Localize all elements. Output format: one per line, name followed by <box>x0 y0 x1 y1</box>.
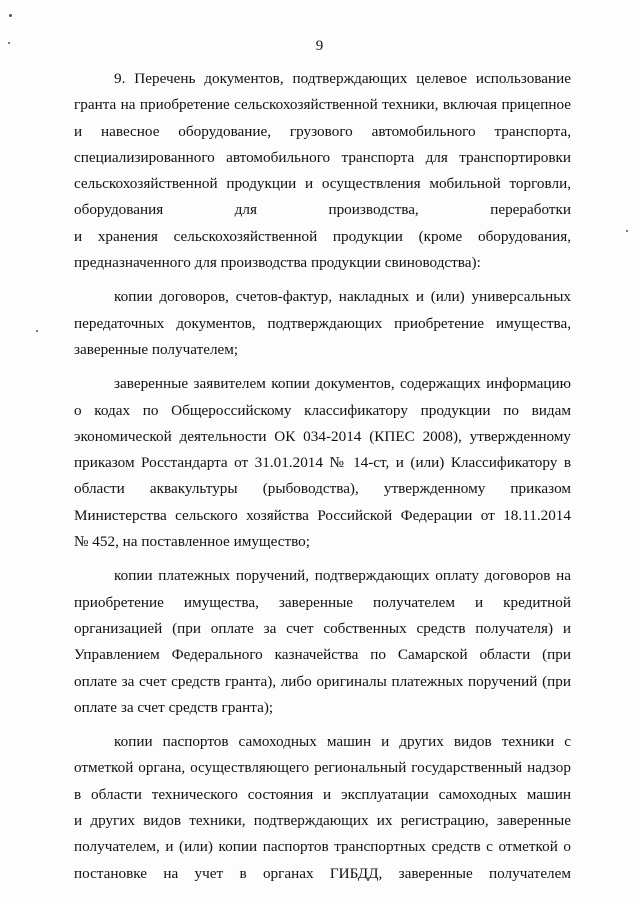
scan-speck <box>36 330 38 332</box>
text-line: предназначенного для производства продукции свиноводства): <box>74 254 481 272</box>
text-line: гранта на приобретение сельскохозяйственной техники, включая прицепное <box>74 96 571 114</box>
text-line: заверенные получателем; <box>74 340 239 358</box>
text-line: оплате за счет средств гранта); <box>74 698 274 716</box>
paragraph <box>74 729 571 887</box>
text-line: области аквакультуры (рыбоводства), утвержденному приказом <box>74 480 571 498</box>
text-line: Управлением Федерального казначейства по Самарской области (при <box>74 646 571 664</box>
text-line: копии платежных поручений, подтверждающих оплату договоров на <box>114 567 571 585</box>
text-line: и хранения сельскохозяйственной продукции (кроме оборудования, <box>74 227 571 245</box>
text-line: отметкой органа, осуществляющего региональный государственный надзор <box>74 759 571 777</box>
scan-speck <box>9 14 12 17</box>
text-line: специализированного автомобильного транспорта для транспортировки <box>74 148 571 166</box>
text-line: оборудования для производства, переработки <box>74 201 571 219</box>
text-line: сельскохозяйственной продукции и осуществления мобильной торговли, <box>74 175 571 193</box>
text-line: организацией (при оплате за счет собственных средств получателя) и <box>74 619 571 637</box>
text-line: в области технического состояния и эксплуатации самоходных машин <box>74 785 571 803</box>
text-line: заверенные заявителем копии документов, содержащих информацию <box>114 375 571 393</box>
text-line: Министерства сельского хозяйства Российской Федерации от 18.11.2014 <box>74 506 571 524</box>
paragraph <box>74 371 571 555</box>
text-line: № 452, на поставленное имущество; <box>74 533 311 551</box>
text-line: оплате за счет средств гранта), либо оригиналы платежных поручений (при <box>74 672 571 690</box>
document-body <box>74 66 571 887</box>
text-line: экономической деятельности ОК 034-2014 (КПЕС 2008), утвержденному <box>74 427 571 445</box>
text-line: и навесное оборудование, грузового автомобильного транспорта, <box>74 122 571 140</box>
text-line: приказом Росстандарта от 31.01.2014 № 14-ст, и (или) Классификатору в <box>74 454 571 472</box>
page-number: 9 <box>315 38 324 54</box>
paragraph <box>74 66 571 276</box>
text-line: 9. Перечень документов, подтверждающих целевое использование <box>114 70 571 87</box>
text-line: и других видов техники, подтверждающих их регистрацию, заверенные <box>74 812 571 830</box>
text-line: копии договоров, счетов-фактур, накладных и (или) универсальных <box>114 288 571 306</box>
text-line: передаточных документов, подтверждающих приобретение имущества, <box>74 314 571 332</box>
text-line: постановке на учет в органах ГИБДД, заверенные получателем <box>74 864 571 882</box>
paragraph <box>74 284 571 363</box>
text-line: приобретение имущества, заверенные получателем и кредитной <box>74 593 571 611</box>
scan-speck <box>626 230 628 232</box>
text-line: копии паспортов самоходных машин и других видов техники с <box>114 733 571 751</box>
text-line: о кодах по Общероссийскому классификатору продукции по видам <box>74 401 571 419</box>
text-line: получателем, и (или) копии паспортов транспортных средств с отметкой о <box>74 838 571 856</box>
paragraph <box>74 563 571 721</box>
